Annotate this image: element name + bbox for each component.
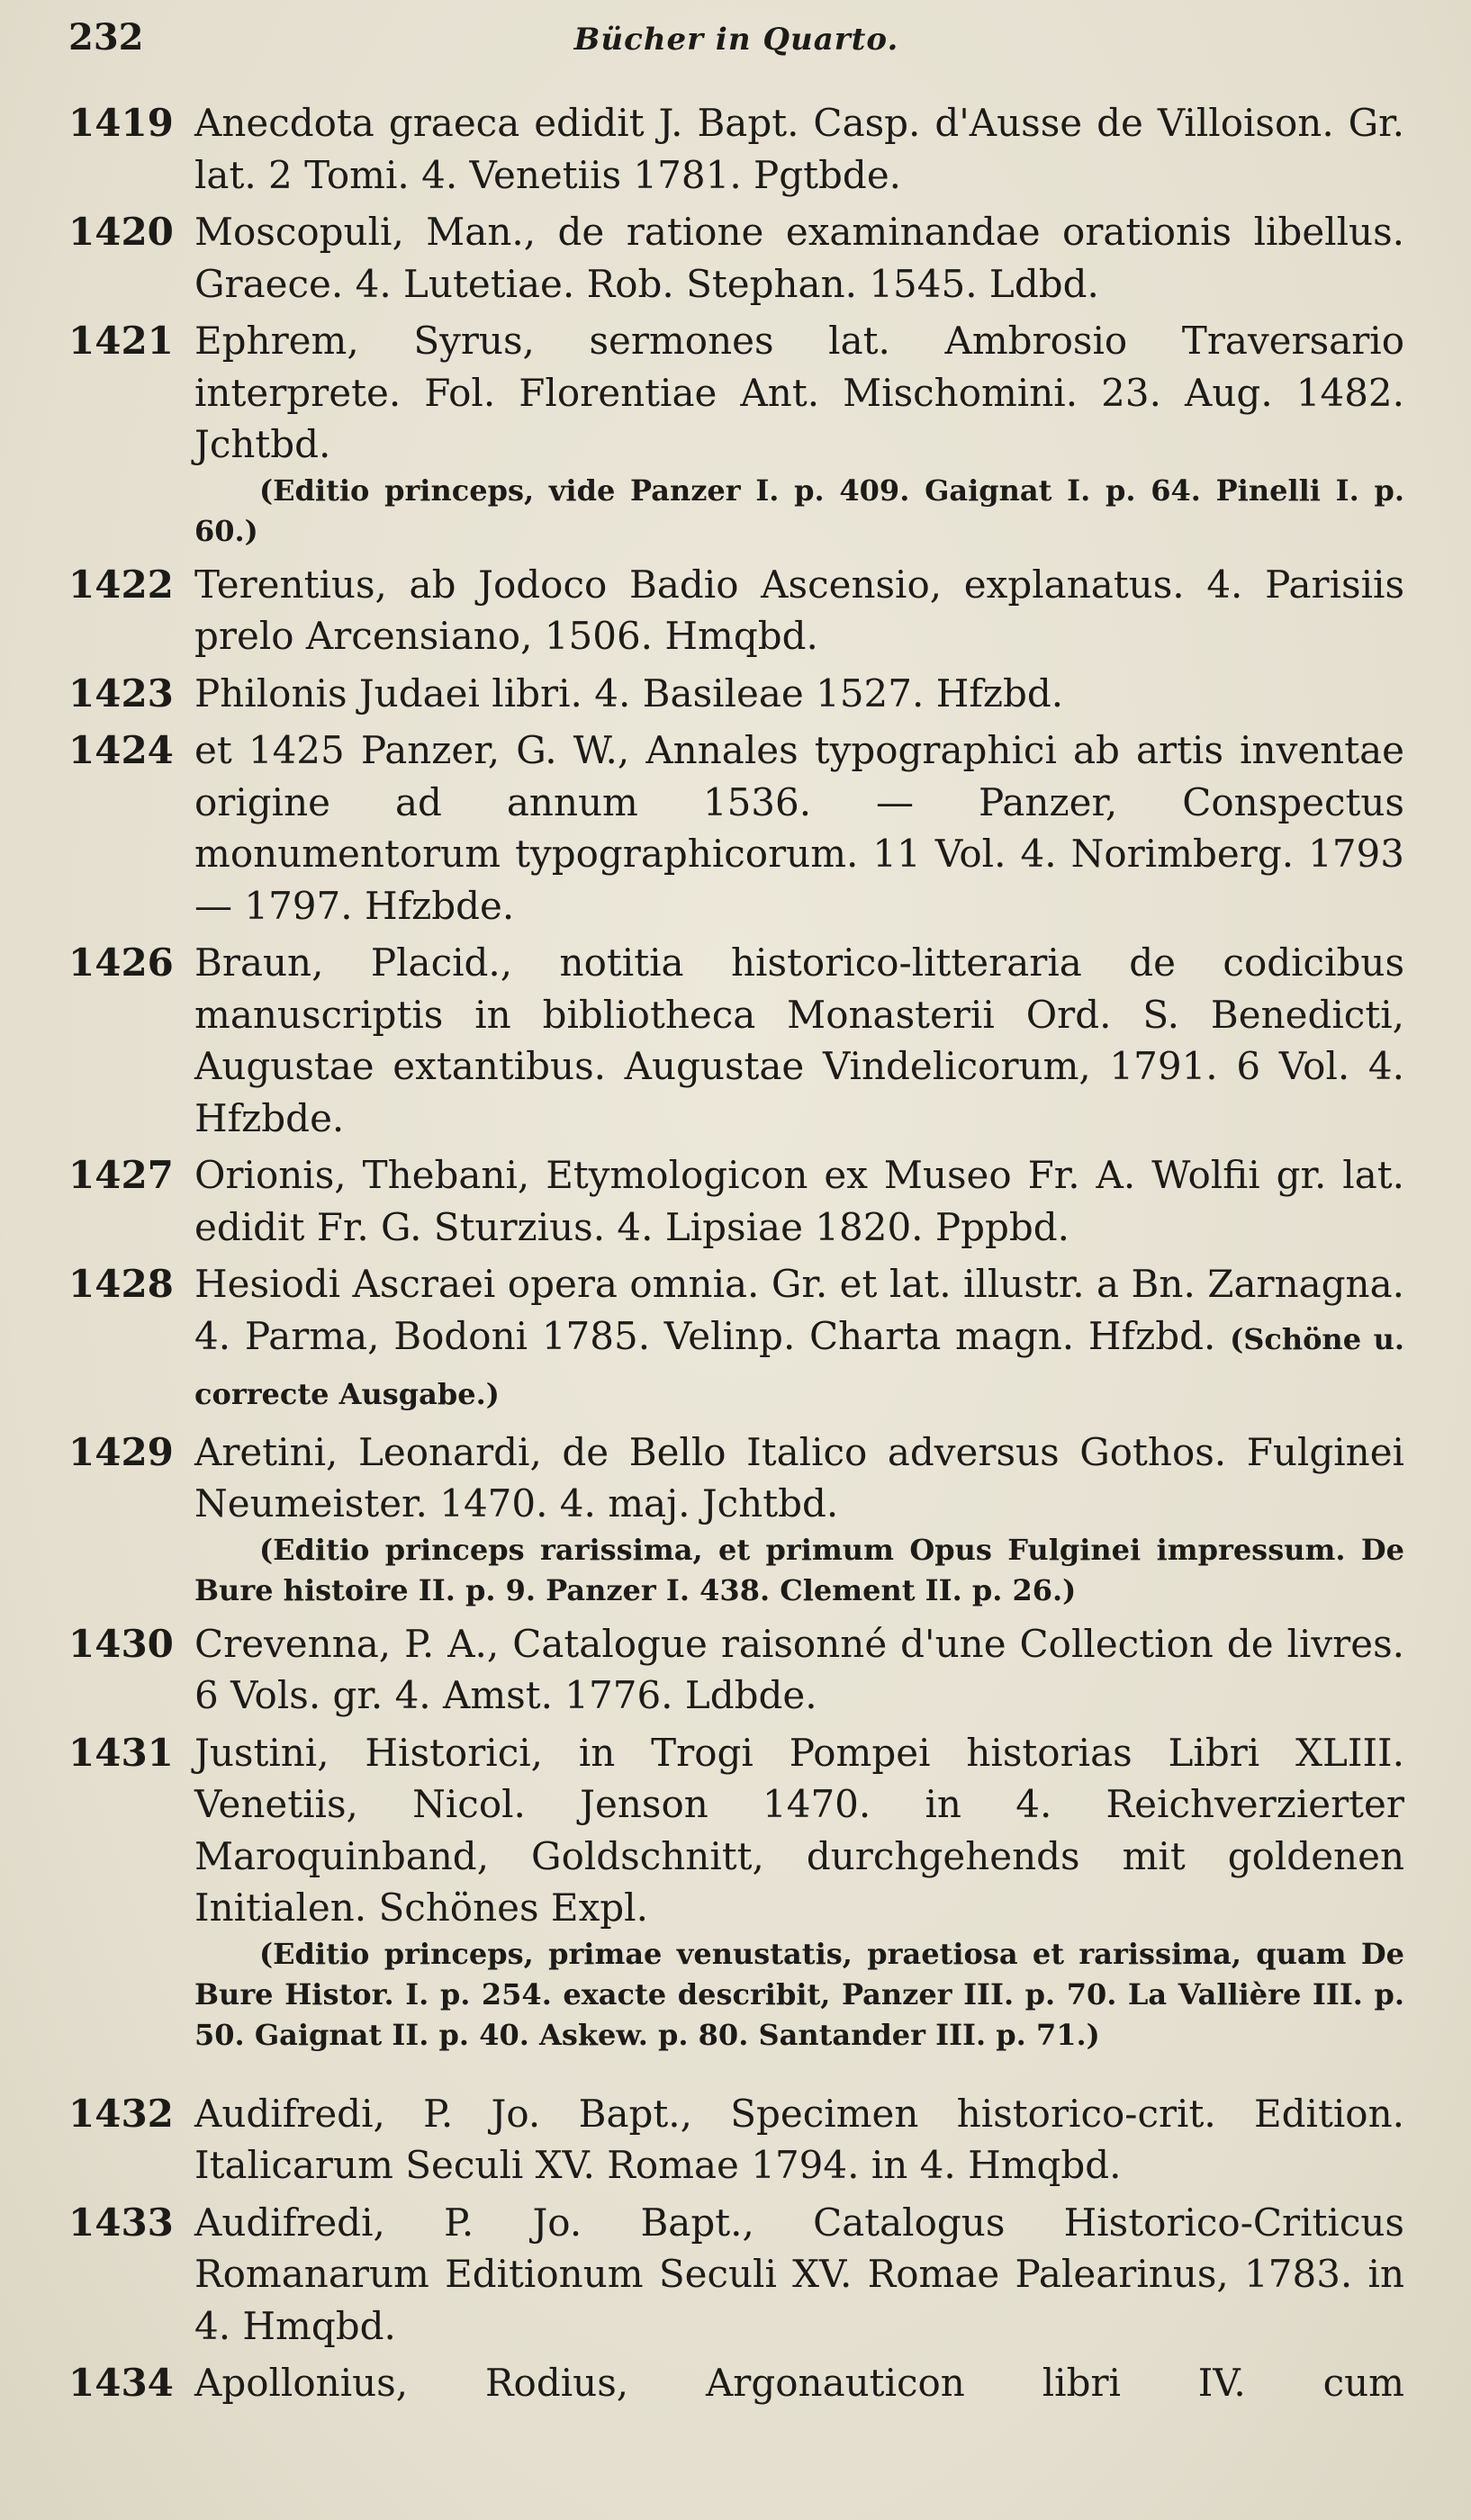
catalog-entry bbox=[68, 2088, 1404, 2192]
catalog-entry bbox=[68, 1426, 1404, 1611]
entry-text: Apollonius, Rodius, Argonauticon libri IV. cum bbox=[194, 2361, 1404, 2405]
entry-text: Justini, Historici, in Trogi Pompei historias Libri XLIII. Venetiis, Nicol. Jenson 1470. in 4. Reichverzierter Maroquinband, Goldschnitt, durchgehends mit goldenen Initialen. Schönes Expl. bbox=[194, 1730, 1404, 1930]
catalog-entry bbox=[68, 724, 1404, 932]
entry-block bbox=[68, 1258, 1404, 1421]
entry-number: 1433 bbox=[68, 2200, 174, 2245]
entry-block bbox=[68, 1426, 1404, 1530]
catalog-entry bbox=[68, 206, 1404, 310]
catalog-entry bbox=[68, 1618, 1404, 1722]
catalog-entry bbox=[68, 937, 1404, 1144]
entry-number: 1422 bbox=[68, 562, 174, 607]
catalog-entry bbox=[68, 97, 1404, 201]
catalog-entry bbox=[68, 1258, 1404, 1421]
entry-inline-note: (Schöne u. correcte Ausgabe.) bbox=[194, 1321, 1404, 1411]
catalog-entry bbox=[68, 2197, 1404, 2353]
entry-block bbox=[68, 559, 1404, 662]
entry-text: Braun, Placid., notitia historico-litteraria de codicibus manuscriptis in bibliotheca Monasterii Ord. S. Benedicti, Augustae extantibus. Augustae Vindelicorum, 1791. 6 Vol. 4. Hfzbde. bbox=[194, 940, 1404, 1140]
entry-note: (Editio princeps rarissima, et primum Opus Fulginei impressum. De Bure histoire II. p. 9. Panzer I. 438. Clement II. p. 26.) bbox=[194, 1532, 1404, 1607]
running-head: Bücher in Quarto. bbox=[573, 22, 899, 58]
entry-number: 1423 bbox=[68, 670, 174, 716]
entry-number: 1429 bbox=[68, 1429, 174, 1474]
entry-text: Audifredi, P. Jo. Bapt., Specimen historico-crit. Edition. Italicarum Seculi XV. Romae 1794. in 4. Hmqbd. bbox=[194, 2091, 1404, 2187]
entry-number: 1419 bbox=[68, 101, 174, 145]
catalog-entry bbox=[68, 2357, 1404, 2409]
entry-block bbox=[68, 97, 1404, 201]
page-header bbox=[68, 16, 1404, 76]
entry-block bbox=[68, 2088, 1404, 2192]
entry-text: Aretini, Leonardi, de Bello Italico adversus Gothos. Fulginei Neumeister. 1470. 4. maj. Jchtbd. bbox=[194, 1429, 1404, 1526]
entry-number: 1432 bbox=[68, 2091, 174, 2136]
section-gap bbox=[68, 2063, 1404, 2088]
page-number: 232 bbox=[68, 16, 144, 58]
entry-text: Philonis Judaei libri. 4. Basileae 1527. Hfzbd. bbox=[194, 670, 1064, 716]
entry-block bbox=[68, 2357, 1404, 2409]
entry-note: (Editio princeps, primae venustatis, praetiosa et rarissima, quam De Bure Histor. I. p. 254. exacte describit, Panzer III. p. 70. La Vallière III. p. 50. Gaignat II. p. 40. Askew. p. 80. Santander III. p. 71.) bbox=[194, 1936, 1404, 2052]
entry-number: 1424 bbox=[68, 728, 174, 772]
entry-block bbox=[68, 315, 1404, 471]
entry-number: 1434 bbox=[68, 2361, 174, 2405]
entry-number: 1426 bbox=[68, 940, 174, 985]
entry-block bbox=[68, 1727, 1404, 1934]
entry-block bbox=[68, 2197, 1404, 2353]
entry-number: 1420 bbox=[68, 210, 174, 254]
catalog-entry bbox=[68, 315, 1404, 552]
entry-number: 1428 bbox=[68, 1262, 174, 1306]
catalog-entry bbox=[68, 559, 1404, 662]
entry-list bbox=[68, 97, 1404, 2409]
entry-number: 1427 bbox=[68, 1153, 174, 1197]
entry-text: Moscopuli, Man., de ratione examinandae orationis libellus. Graece. 4. Lutetiae. Rob. Stephan. 1545. Ldbd. bbox=[194, 210, 1404, 306]
entry-block bbox=[68, 724, 1404, 932]
entry-note: (Editio princeps, vide Panzer I. p. 409. Gaignat I. p. 64. Pinelli I. p. 60.) bbox=[194, 472, 1404, 548]
entry-number: 1421 bbox=[68, 319, 174, 363]
entry-number: 1430 bbox=[68, 1621, 174, 1666]
entry-block bbox=[68, 937, 1404, 1144]
entry-block bbox=[68, 1149, 1404, 1253]
entry-text: Orionis, Thebani, Etymologicon ex Museo Fr. A. Wolfii gr. lat. edidit Fr. G. Sturzius. 4. Lipsiae 1820. Pppbd. bbox=[194, 1153, 1404, 1249]
entry-number: 1431 bbox=[68, 1730, 174, 1775]
entry-block bbox=[68, 206, 1404, 310]
entry-block bbox=[68, 668, 1404, 720]
entry-text: Audifredi, P. Jo. Bapt., Catalogus Historico-Criticus Romanarum Editionum Seculi XV. Romae Palearinus, 1783. in 4. Hmqbd. bbox=[194, 2200, 1404, 2348]
catalog-entry bbox=[68, 668, 1404, 720]
entry-text: Ephrem, Syrus, sermones lat. Ambrosio Traversario interprete. Fol. Florentiae Ant. Mischomini. 23. Aug. 1482. Jchtbd. bbox=[194, 319, 1404, 466]
entry-block bbox=[68, 1618, 1404, 1722]
catalog-entry bbox=[68, 1727, 1404, 2056]
catalog-entry bbox=[68, 1149, 1404, 1253]
entry-text: Anecdota graeca edidit J. Bapt. Casp. d'Ausse de Villoison. Gr. lat. 2 Tomi. 4. Venetiis 1781. Pgtbde. bbox=[194, 101, 1404, 197]
entry-text: Terentius, ab Jodoco Badio Ascensio, explanatus. 4. Parisiis prelo Arcensiano, 1506. Hmqbd. bbox=[194, 562, 1404, 658]
entry-text: et 1425 Panzer, G. W., Annales typographici ab artis inventae origine ad annum 1536. — Panzer, Conspectus monumentorum typographicorum. 11 Vol. 4. Norimberg. 1793 — 1797. Hfzbde. bbox=[194, 728, 1404, 928]
entry-text: Crevenna, P. A., Catalogue raisonné d'une Collection de livres. 6 Vols. gr. 4. Amst. 1776. Ldbde. bbox=[194, 1621, 1404, 1717]
entry-text: Hesiodi Ascraei opera omnia. Gr. et lat. illustr. a Bn. Zarnagna. 4. Parma, Bodoni 1785. Velinp. Charta magn. Hfzbd. bbox=[194, 1262, 1404, 1358]
